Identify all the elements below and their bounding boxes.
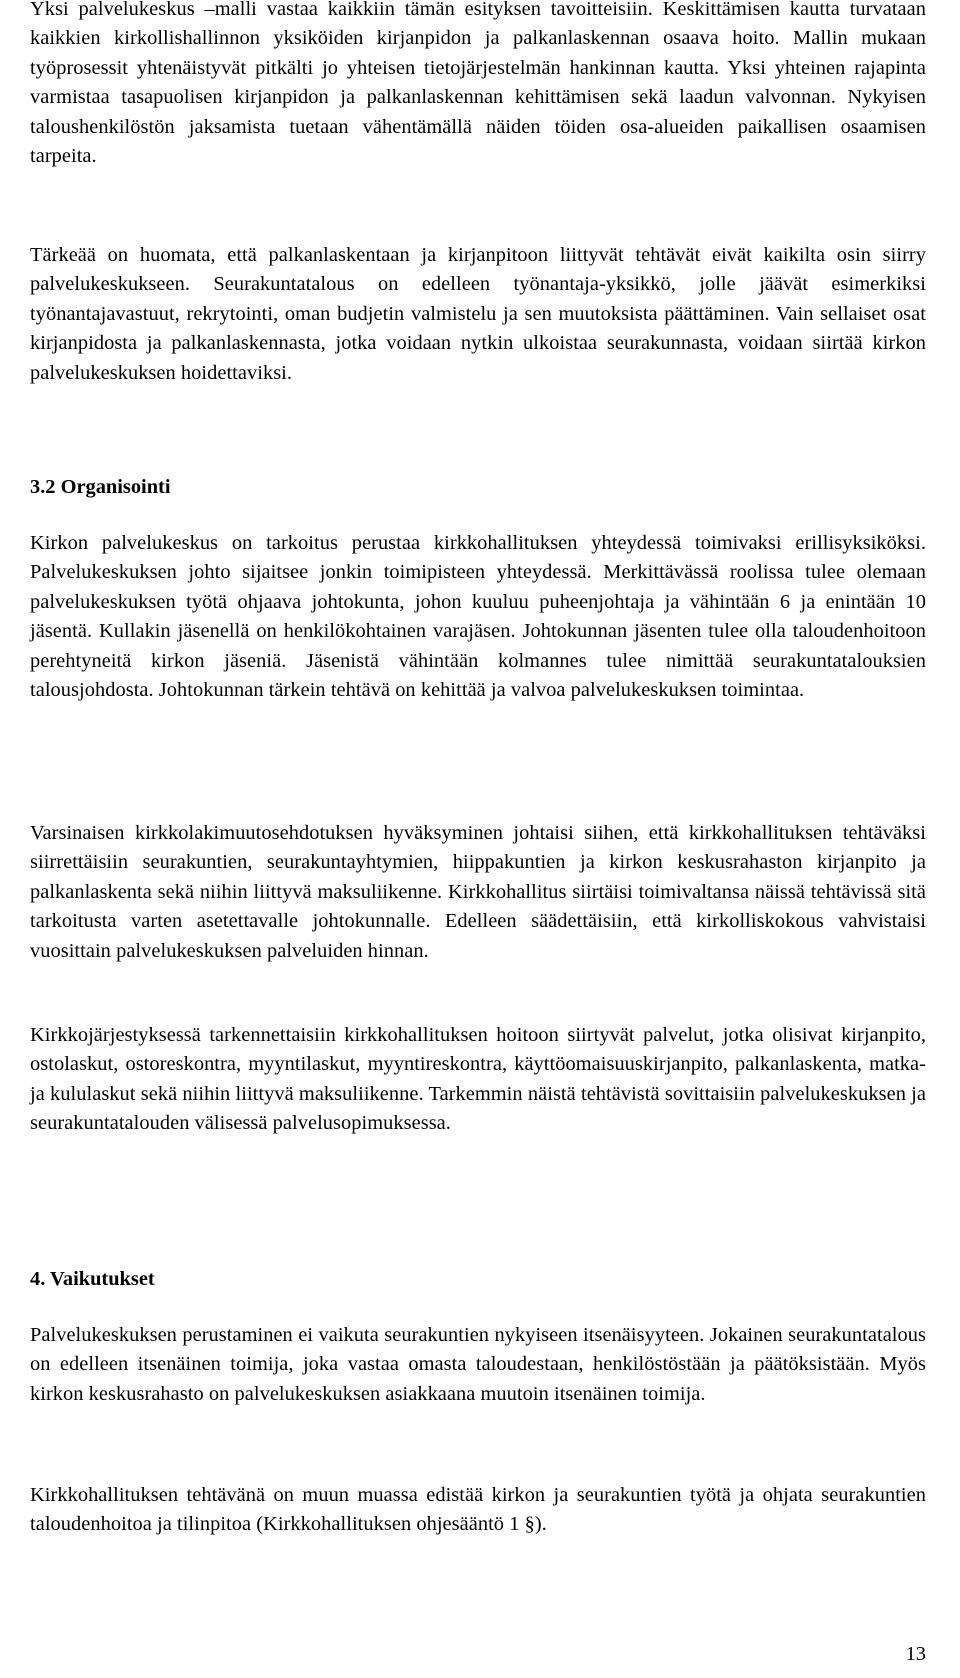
paragraph-vaikutukset: Palvelukeskuksen perustaminen ei vaikuta seurakuntien nykyiseen itsenäisyyteen. Jokainen seurakuntatalous on edelleen itsenäinen toimija, joka vastaa omasta taloudestaan, henkilöstöstään ja päätöksistään. Myös kirkon keskusrahasto on palvelukeskuksen asiakkaana muutoin itsenäinen toimija. <box>30 1324 926 1405</box>
paragraph-kirkkohallituksen-tehtava: Kirkkohallituksen tehtävänä on muun muassa edistää kirkon ja seurakuntien työtä ja ohjata seurakuntien taloudenhoitoa ja tilinpitoa (Kirkkohallituksen ohjesääntö 1 §). <box>30 1484 926 1536</box>
paragraph-tehtavat-eivat-siirry: Tärkeää on huomata, että palkanlaskentaan ja kirjanpitoon liittyvät tehtävät eivät kaikilta osin siirry palvelukeskukseen. Seurakuntatalous on edelleen työnantaja-yksikkö, jolle jäävät esimerkiksi työnantajavastuut, rekrytointi, oman budjetin valmistelu ja sen muutoksista päättäminen. Vain sellaiset osat kirjanpidosta ja palkanlaskennasta, jotka voidaan nytkin ulkoistaa seurakunnasta, voidaan siirtää kirkon palvelukeskuksen hoidettaviksi. <box>30 244 926 384</box>
section-heading-vaikutukset: 4. Vaikutukset <box>30 1268 155 1290</box>
section-heading-organisointi: 3.2 Organisointi <box>30 476 171 498</box>
paragraph-palvelukeskus-malli: Yksi palvelukeskus –malli vastaa kaikkiin tämän esityksen tavoitteisiin. Keskittämisen kautta turvataan kaikkien kirkollishallinnon yksiköiden kirjanpidon ja palkanlaskennan osaava hoito. Mallin mukaan työprosessit yhtenäistyvät pitkälti jo yhteisen tietojärjestelmän hankinnan kautta. Yksi yhteinen rajapinta varmistaa tasapuolisen kirjanpidon ja palkanlaskennan kehittämisen sekä laadun valvonnan. Nykyisen taloushenkilöstön jaksamista tuetaan vähentämällä näiden töiden osa-alueiden paikallisen osaamisen tarpeita. <box>30 0 926 168</box>
paragraph-organisointi: Kirkon palvelukeskus on tarkoitus perustaa kirkkohallituksen yhteydessä toimivaksi erillisyksiköksi. Palvelukeskuksen johto sijaitsee jonkin toimipisteen yhteydessä. Merkittävässä roolissa tulee olemaan palvelukeskuksen työtä ohjaava johtokunta, johon kuuluu puheenjohtaja ja vähintään 6 ja enintään 10 jäsentä. Kullakin jäsenellä on henkilökohtainen varajäsen. Johtokunnan jäsenten tulee olla taloudenhoitoon perehtyneitä kirkon jäseniä. Jäsenistä vähintään kolmannes tulee nimittää seurakuntatalouksien talousjohdosta. Johtokunnan tärkein tehtävä on kehittää ja valvoa palvelukeskuksen toimintaa. <box>30 532 926 702</box>
paragraph-kirkkolakimuutos: Varsinaisen kirkkolakimuutosehdotuksen hyväksyminen johtaisi siihen, että kirkkohallituksen tehtäväksi siirrettäisiin seurakuntien, seurakuntayhtymien, hiippakuntien ja kirkon keskusrahaston kirjanpito ja palkanlaskenta sekä niihin liittyvä maksuliikenne. Kirkkohallitus siirtäisi toimivaltansa näissä tehtävissä sitä tarkoitusta varten asetettavalle johtokunnalle. Edelleen säädettäisiin, että kirkolliskokous vahvistaisi vuosittain palvelukeskuksen palveluiden hinnan. <box>30 822 926 962</box>
paragraph-kirkkojarjestys: Kirkkojärjestyksessä tarkennettaisiin kirkkohallituksen hoitoon siirtyvät palvelut, jotka olisivat kirjanpito, ostolaskut, ostoreskontra, myyntilaskut, myyntireskontra, käyttöomaisuuskirjanpito, palkanlaskenta, matka- ja kululaskut sekä niihin liittyvä maksuliikenne. Tarkemmin näistä tehtävistä sovittaisiin palvelukeskuksen ja seurakuntatalouden välisessä palvelusopimuksessa. <box>30 1024 926 1135</box>
page-number: 13 <box>905 1643 926 1665</box>
